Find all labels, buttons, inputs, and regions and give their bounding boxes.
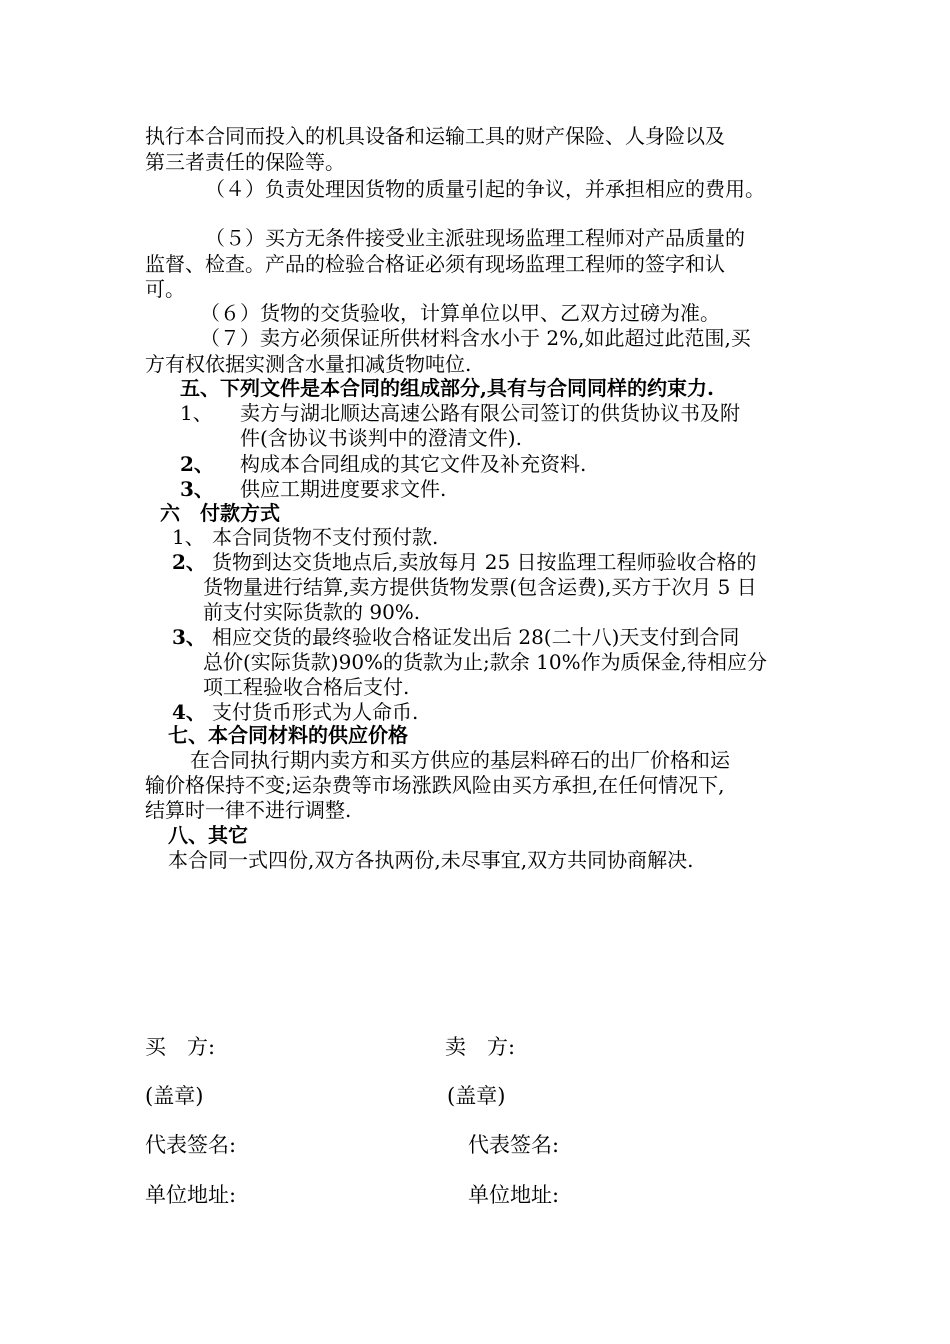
list-item: 构成本合同组成的其它文件及补充资料. <box>240 452 587 476</box>
seller-representative: 代表签名: <box>468 1133 560 1157</box>
section-7-heading: 七、本合同材料的供应价格 <box>168 723 408 747</box>
clause-4-4: （４）负责处理因货物的质量引起的争议，并承担相应的费用。 <box>205 177 765 201</box>
seller-seal: (盖章) <box>447 1084 506 1108</box>
text-line: 输价格保持不变;运杂费等市场涨跌风险由买方承担,在任何情况下, <box>145 773 725 797</box>
buyer-label: 买 方: <box>145 1035 216 1059</box>
list-number: 3、 <box>172 625 206 649</box>
text-line: 在合同执行期内卖方和买方供应的基层料碎石的出厂价格和运 <box>190 748 730 772</box>
list-number: 3、 <box>180 477 214 501</box>
buyer-seal: (盖章) <box>145 1084 204 1108</box>
seller-label: 卖 方: <box>445 1035 516 1059</box>
list-number: 2、 <box>172 550 206 574</box>
list-item: 供应工期进度要求文件. <box>240 477 447 501</box>
clause-4-6: （６）货物的交货验收，计算单位以甲、乙双方过磅为准。 <box>200 301 720 325</box>
list-item: 货物到达交货地点后,卖放每月 25 日按监理工程师验收合格的 <box>212 550 757 574</box>
list-item: 货物量进行结算,卖方提供货物发票(包含运费),买方于次月 5 日 <box>203 575 757 599</box>
clause-4-5: （５）买方无条件接受业主派驻现场监理工程师对产品质量的 <box>205 226 745 250</box>
list-item: 卖方与湖北顺达高速公路有限公司签订的供货协议书及附 <box>240 401 740 425</box>
list-number: 2、 <box>180 452 214 476</box>
list-item: 相应交货的最终验收合格证发出后 28(二十八)天支付到合同 <box>212 625 740 649</box>
list-item: 总价(实际货款)90%的货款为止;款余 10%作为质保金,待相应分 <box>203 650 767 674</box>
list-item: 支付货币形式为人命币. <box>212 700 419 724</box>
section-8-heading: 八、其它 <box>168 823 248 847</box>
text-line: 执行本合同而投入的机具设备和运输工具的财产保险、人身险以及 <box>145 124 725 148</box>
buyer-representative: 代表签名: <box>145 1133 237 1157</box>
list-number: 1、 <box>180 401 213 425</box>
seller-address: 单位地址: <box>468 1183 560 1207</box>
list-item: 前支付实际货款的 90%. <box>203 600 421 624</box>
list-number: 1、 <box>172 525 205 549</box>
list-item: 件(含协议书谈判中的澄清文件). <box>240 426 522 450</box>
section-6-heading: 六 付款方式 <box>160 501 280 525</box>
section-5-heading: 五、下列文件是本合同的组成部分,具有与合同同样的约束力. <box>180 376 714 400</box>
text-line: 方有权依据实测含水量扣减货物吨位. <box>145 352 472 376</box>
text-line: 本合同一式四份,双方各执两份,未尽事宜,双方共同协商解决. <box>168 848 694 872</box>
text-line: 第三者责任的保险等。 <box>145 150 345 174</box>
text-line: 可。 <box>145 277 185 301</box>
list-number: 4、 <box>172 700 206 724</box>
text-line: 监督、检查。产品的检验合格证必须有现场监理工程师的签字和认 <box>145 252 725 276</box>
text-line: 结算时一律不进行调整. <box>145 798 352 822</box>
list-item: 项工程验收合格后支付. <box>203 675 410 699</box>
buyer-address: 单位地址: <box>145 1183 237 1207</box>
clause-4-7: （７）卖方必须保证所供材料含水小于 2%,如此超过此范围,买 <box>200 326 751 350</box>
list-item: 本合同货物不支付预付款. <box>212 525 439 549</box>
